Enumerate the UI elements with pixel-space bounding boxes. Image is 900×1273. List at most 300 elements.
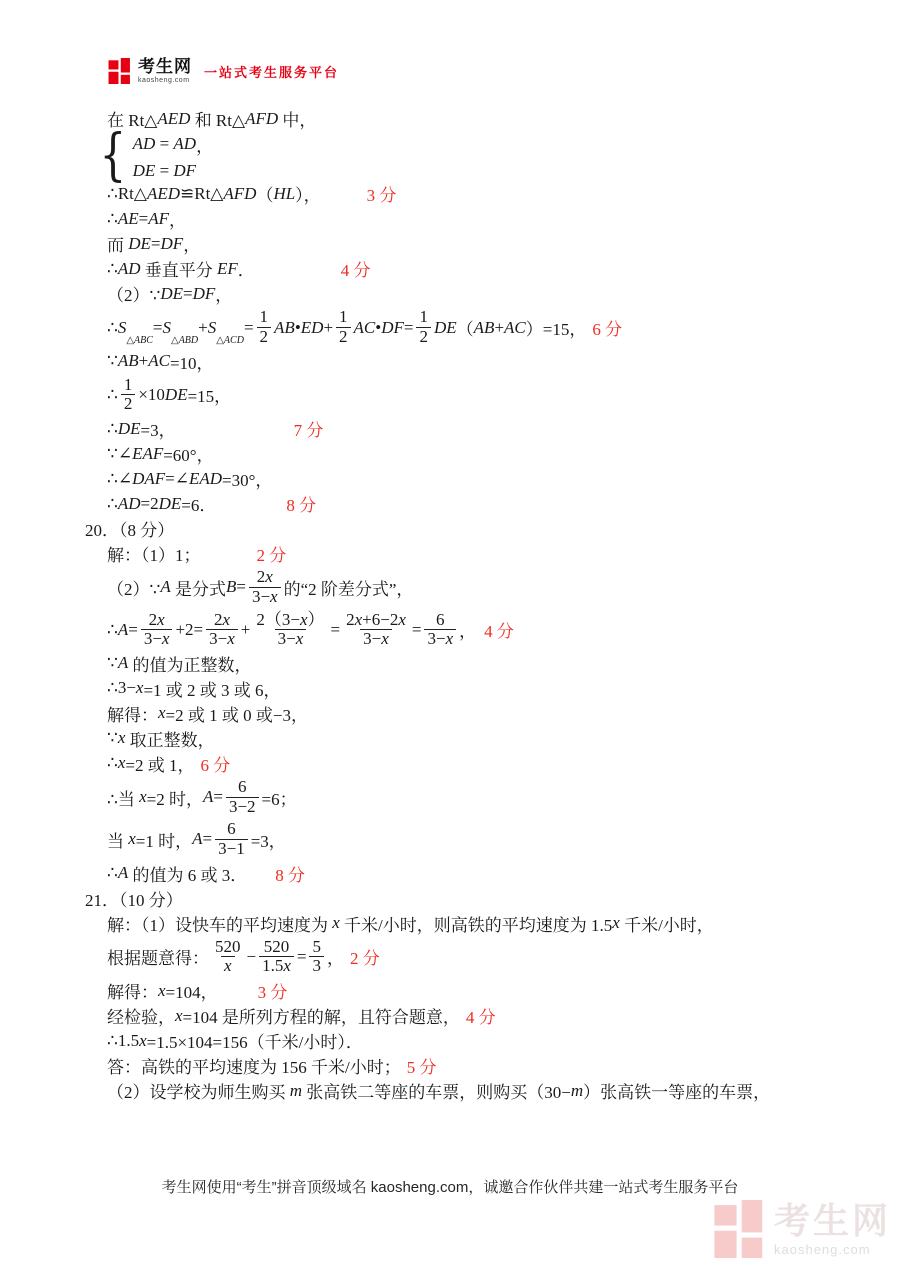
text-run: =2 或 1 或 0 或−3， xyxy=(165,705,308,725)
text-run: =3， xyxy=(250,831,286,851)
content-line xyxy=(85,1078,880,1103)
text-run: = xyxy=(330,619,341,639)
text-run: = xyxy=(138,208,149,228)
content-line xyxy=(85,516,880,541)
score-badge: 4 分 xyxy=(465,1008,496,1028)
math-variable: AC xyxy=(504,317,526,337)
text-run: 是分式 xyxy=(170,579,226,599)
math-variable: DAF xyxy=(132,468,166,488)
text-run: =6． xyxy=(181,496,217,516)
math-variable: AD xyxy=(132,134,156,154)
text-run: 和 Rt△ xyxy=(190,111,246,130)
left-brace: { xyxy=(99,123,127,188)
fraction-numerator xyxy=(121,376,136,395)
watermark-brand: 考生网 xyxy=(774,1199,892,1241)
content-line xyxy=(85,676,880,701)
text-run: （2）∵ xyxy=(107,579,161,599)
text-run: 3− xyxy=(251,586,271,606)
text-run: =2 时， xyxy=(146,789,203,809)
text-run: ∵ xyxy=(107,653,118,673)
text-run: ， xyxy=(459,622,477,642)
content-line xyxy=(85,566,880,608)
math-variable: B xyxy=(225,577,237,597)
math-variable: x xyxy=(175,1005,183,1025)
text-run: 2（3− xyxy=(256,609,300,629)
math-variable: x xyxy=(354,609,363,629)
text-run: ∴ xyxy=(107,753,118,773)
math-variable: DE xyxy=(164,384,188,404)
math-variable: S xyxy=(207,317,217,337)
text-run: ∴3− xyxy=(107,678,136,698)
text-run: = xyxy=(236,577,246,597)
math-variable: AFD xyxy=(245,108,279,128)
score-badge: 6 分 xyxy=(592,320,623,340)
fraction-numerator xyxy=(211,611,233,630)
score-badge: 3 分 xyxy=(366,186,397,206)
text-run: 20．（8 分） xyxy=(85,521,175,541)
text-run: （ xyxy=(256,186,274,206)
text-run: ， xyxy=(168,211,186,231)
kaosheng-watermark xyxy=(714,1200,891,1258)
math-variable: A xyxy=(202,787,214,807)
text-run: ∴ xyxy=(107,418,118,438)
math-variable: A xyxy=(117,653,129,673)
text-run: 2 xyxy=(419,327,428,347)
content-line xyxy=(85,978,880,1003)
fraction-denominator xyxy=(121,394,136,414)
logo-brand xyxy=(138,58,192,84)
kaosheng-logo-icon xyxy=(108,58,132,84)
math-variable: DE xyxy=(117,418,141,438)
fraction-denominator xyxy=(141,629,173,649)
math-variable: x xyxy=(128,829,136,849)
content-line xyxy=(85,491,880,516)
text-run: 6 xyxy=(238,776,247,796)
math-variable: x xyxy=(283,956,291,976)
text-run: ∴∠ xyxy=(107,468,133,488)
fraction-denominator xyxy=(257,327,272,347)
math-variable: x xyxy=(157,609,165,629)
fraction-denominator xyxy=(360,629,392,649)
math-variable: x xyxy=(222,609,230,629)
math-variable: HL xyxy=(273,183,296,203)
text-run: 520 xyxy=(263,936,290,956)
math-variable: A xyxy=(192,829,203,849)
text-run: ∴1.5 xyxy=(107,1030,140,1050)
math-variable: AC xyxy=(353,317,376,337)
math-variable: x xyxy=(332,913,340,933)
math-variable: x xyxy=(139,1030,147,1050)
math-variable: A xyxy=(160,577,171,597)
text-run: =1 或 2 或 3 或 6， xyxy=(143,680,281,700)
fraction-numerator xyxy=(224,820,239,839)
score-badge: 2 分 xyxy=(349,949,380,969)
score-badge: 5 分 xyxy=(406,1058,437,1078)
text-run: （ xyxy=(456,320,474,340)
text-run: 垂直平分 xyxy=(140,261,217,281)
text-run: ）张高铁一等座的车票， xyxy=(583,1083,771,1103)
text-run: = xyxy=(152,317,163,337)
text-run: ∴ xyxy=(107,317,118,337)
text-run: 的值为 6 或 3． xyxy=(128,865,248,885)
text-run: = xyxy=(183,283,193,303)
text-run: = xyxy=(296,946,307,966)
math-variable: S xyxy=(117,317,127,337)
equation-system xyxy=(95,123,214,188)
math-variable: m xyxy=(289,1080,303,1100)
fraction-denominator xyxy=(226,797,259,817)
score-badge: 4 分 xyxy=(484,622,514,642)
math-variable: AB xyxy=(274,317,295,337)
content-line xyxy=(85,206,880,231)
content-line xyxy=(85,1028,880,1053)
content-line xyxy=(85,231,880,256)
fraction-numerator xyxy=(212,938,244,957)
fraction xyxy=(121,376,136,414)
math-variable: x xyxy=(135,678,144,698)
content-line xyxy=(85,651,880,676)
text-run: 2 xyxy=(346,609,355,629)
math-variable: EF xyxy=(217,258,238,278)
text-run: 21．（10 分） xyxy=(85,890,183,910)
equation-system-rows xyxy=(133,132,213,181)
fraction-denominator xyxy=(416,327,431,347)
fraction-denominator xyxy=(336,327,351,347)
math-variable: m xyxy=(570,1080,584,1100)
text-run: 6 xyxy=(227,819,236,839)
text-run: • xyxy=(375,317,382,337)
math-variable: DF xyxy=(173,160,197,180)
math-variable: A xyxy=(117,863,129,883)
text-run: ∵∠ xyxy=(107,443,133,463)
logo-domain: kaosheng.com xyxy=(138,77,190,84)
text-run: 3− xyxy=(209,629,228,649)
text-run: + xyxy=(494,317,505,337)
score-badge: 7 分 xyxy=(293,421,324,441)
text-run: 取正整数， xyxy=(125,730,215,750)
math-variable: AB xyxy=(473,317,495,337)
text-run: 1 xyxy=(339,307,348,327)
math-subscript: △ABC xyxy=(126,334,153,346)
math-variable: DF xyxy=(160,233,184,253)
fraction-numerator xyxy=(261,938,293,957)
equation-system-row xyxy=(133,161,213,181)
text-run: 解得： xyxy=(107,705,158,725)
content-line xyxy=(85,374,880,416)
text-run: = xyxy=(411,619,422,639)
text-run: =15， xyxy=(187,387,232,407)
text-run: 6 xyxy=(436,609,445,629)
kaosheng-logo xyxy=(108,58,339,84)
fraction-numerator xyxy=(146,611,168,630)
content-line xyxy=(85,936,880,978)
fraction-numerator xyxy=(253,611,327,630)
text-run: = xyxy=(150,233,161,253)
text-run: 1 xyxy=(123,374,133,394)
content-line xyxy=(85,106,880,131)
text-run: = xyxy=(155,160,174,180)
text-run: 千米/小时，则高铁的平均速度为 1.5 xyxy=(339,915,613,935)
text-run: 3− xyxy=(277,629,296,649)
text-run: 而 xyxy=(107,236,129,256)
text-run: 5 xyxy=(312,936,321,956)
text-run: ∴ xyxy=(107,208,118,228)
text-run: ， xyxy=(183,236,201,256)
math-variable: x xyxy=(398,609,406,629)
math-variable: AF xyxy=(148,208,169,228)
text-run: ∴ xyxy=(107,863,118,883)
math-variable: AE xyxy=(117,208,139,228)
math-variable: x xyxy=(612,913,620,933)
text-run: =104， xyxy=(165,983,218,1003)
text-run: 3− xyxy=(427,629,446,649)
text-run: ， xyxy=(196,136,214,156)
content-line xyxy=(85,466,880,491)
score-badge: 8 分 xyxy=(275,865,305,885)
text-run: =2 或 1， xyxy=(125,755,195,775)
math-variable: x xyxy=(299,609,308,629)
fraction xyxy=(206,611,238,649)
text-run: ）， xyxy=(295,186,321,206)
content-line xyxy=(85,256,880,281)
fraction xyxy=(424,611,456,649)
text-run: 解得： xyxy=(107,983,158,1003)
text-run: +2= xyxy=(175,619,204,639)
text-run: ） xyxy=(307,609,325,629)
text-run: ≌Rt△ xyxy=(180,183,224,203)
math-subscript: △ABD xyxy=(171,334,199,346)
math-variable: x xyxy=(158,703,166,723)
math-variable: x xyxy=(295,629,304,649)
text-run: 2 xyxy=(123,394,133,414)
fraction xyxy=(336,308,351,346)
math-variable: DE xyxy=(128,233,151,253)
fraction xyxy=(212,938,244,976)
text-run: =6； xyxy=(261,789,297,809)
text-run: =30°， xyxy=(222,471,273,491)
text-run: + xyxy=(240,619,251,639)
fraction-numerator xyxy=(416,308,431,327)
text-run: ． xyxy=(237,261,255,281)
math-variable: DE xyxy=(132,160,156,180)
text-run: • xyxy=(294,317,301,337)
text-run: 2 xyxy=(256,567,266,587)
text-run: = xyxy=(128,619,138,639)
math-variable: ED xyxy=(300,317,324,337)
text-run: 520 xyxy=(215,936,241,956)
content-line xyxy=(85,1053,880,1078)
math-variable: x xyxy=(139,787,147,807)
text-run: 3− xyxy=(143,629,162,649)
fraction xyxy=(253,611,327,649)
content-line xyxy=(85,281,880,306)
text-run: =1 时， xyxy=(135,831,193,851)
text-run: ）=15， xyxy=(525,320,587,340)
fraction-denominator xyxy=(259,956,294,976)
text-run: ∵ xyxy=(107,728,118,748)
text-run: 在 Rt△ xyxy=(107,111,158,130)
fraction xyxy=(309,938,324,976)
logo-tagline: 一站式考生服务平台 xyxy=(204,65,340,80)
watermark-domain: kaosheng.com xyxy=(774,1241,871,1257)
text-run: 3 xyxy=(312,956,321,976)
content-line xyxy=(85,726,880,751)
math-variable: EAD xyxy=(188,468,222,488)
text-run: +6−2 xyxy=(362,609,399,629)
math-variable: x xyxy=(223,956,232,976)
math-variable: DE xyxy=(158,493,182,513)
text-run: =3， xyxy=(140,421,176,441)
content-line xyxy=(85,861,880,886)
math-variable: S xyxy=(162,317,171,337)
text-run: 1 xyxy=(419,307,428,327)
content-line xyxy=(85,701,880,726)
text-run: =60°， xyxy=(163,446,214,466)
fraction-denominator xyxy=(424,629,456,649)
content-line xyxy=(85,441,880,466)
fraction-numerator xyxy=(254,568,276,587)
math-variable: x xyxy=(158,980,166,1000)
fraction-numerator xyxy=(235,778,250,797)
content-line xyxy=(85,349,880,374)
text-run: 3−1 xyxy=(218,838,245,858)
fraction-numerator xyxy=(433,611,448,630)
text-run: ∴ xyxy=(107,619,118,639)
text-run: 解：（1）设快车的平均速度为 xyxy=(107,915,333,935)
fraction xyxy=(259,938,294,976)
text-run: =104 是所列方程的解，且符合题意， xyxy=(182,1008,460,1028)
text-run: 2 xyxy=(148,609,158,629)
fraction xyxy=(215,820,248,858)
text-run: 3−2 xyxy=(228,796,256,816)
content-line xyxy=(85,751,880,776)
text-run: 答：高铁的平均速度为 156 千米/小时； xyxy=(107,1058,401,1078)
math-variable: AED xyxy=(157,108,191,128)
fraction xyxy=(141,611,173,649)
content-line xyxy=(85,181,880,206)
text-run: + xyxy=(323,317,334,337)
score-badge: 2 分 xyxy=(256,546,287,566)
text-run: 3− xyxy=(363,629,382,649)
text-run: 2 xyxy=(259,327,269,347)
fraction xyxy=(257,308,272,346)
text-run: − xyxy=(246,946,257,966)
math-variable: DE xyxy=(433,317,457,337)
math-subscript: △ACD xyxy=(216,334,244,346)
text-run: ∴当 xyxy=(107,789,140,809)
fraction-denominator xyxy=(206,629,238,649)
fraction-denominator xyxy=(275,629,307,649)
text-run: ∵ xyxy=(107,351,118,371)
text-run: + xyxy=(138,351,149,371)
math-variable: x xyxy=(270,586,278,606)
text-run: =1.5×104=156（千米/小时）． xyxy=(146,1033,363,1053)
text-run: =2 xyxy=(140,493,159,513)
score-badge: 4 分 xyxy=(340,261,371,281)
text-run: 千米/小时， xyxy=(619,915,714,935)
content-line xyxy=(85,541,880,566)
fraction-denominator xyxy=(249,587,281,607)
text-run: 的值为正整数， xyxy=(128,655,252,675)
text-run: ， xyxy=(326,949,344,969)
content-line xyxy=(85,416,880,441)
text-run: 的“2 阶差分式”， xyxy=(283,579,414,599)
footer-text: 考生网使用“考生”拼音顶级域名 kaosheng.com，诚邀合作伙伴共建一站式考生服务平台 xyxy=(161,1179,739,1196)
math-variable: AD xyxy=(173,134,197,154)
fraction-denominator xyxy=(215,839,248,859)
content-line xyxy=(85,911,880,936)
math-variable: AED xyxy=(146,183,180,203)
fraction-numerator xyxy=(343,611,409,630)
math-variable: DF xyxy=(381,317,404,337)
math-variable: EAF xyxy=(132,443,164,463)
text-run: 经检验， xyxy=(107,1008,175,1028)
text-run: 根据题意得： xyxy=(107,949,209,969)
score-badge: 8 分 xyxy=(286,496,317,516)
text-run: = xyxy=(202,829,213,849)
content-line xyxy=(85,776,880,818)
text-run: 张高铁二等座的车票，则购买（30− xyxy=(302,1083,571,1103)
fraction-numerator xyxy=(309,938,324,957)
equation-system-row xyxy=(133,132,213,157)
math-variable: AB xyxy=(117,351,139,371)
math-variable: AD xyxy=(117,258,141,278)
watermark-text xyxy=(774,1199,892,1257)
text-run: ， xyxy=(215,286,233,306)
text-run: 2 xyxy=(339,327,348,347)
text-run: 当 xyxy=(107,831,129,851)
fraction xyxy=(226,778,259,816)
score-badge: 3 分 xyxy=(257,983,288,1003)
solution-content xyxy=(85,106,880,1103)
math-variable: x xyxy=(117,753,126,773)
text-run: ∴Rt△ xyxy=(107,183,147,203)
fraction-numerator xyxy=(336,308,351,327)
text-run: + xyxy=(198,317,208,337)
content-line xyxy=(85,818,880,860)
content-line xyxy=(85,609,880,651)
text-run: ∴ xyxy=(107,384,118,404)
fraction-denominator xyxy=(309,956,324,976)
text-run: 1 xyxy=(259,307,269,327)
text-run: 解：（1）1； xyxy=(107,546,201,566)
math-variable: DF xyxy=(192,283,216,303)
math-variable: AD xyxy=(117,493,141,513)
fraction xyxy=(416,308,431,346)
score-badge: 6 分 xyxy=(200,755,231,775)
text-run: （2）∵ xyxy=(107,286,161,306)
text-run: 2 xyxy=(213,609,223,629)
math-variable: AFD xyxy=(223,183,257,203)
text-run: ∴ xyxy=(107,493,118,513)
fraction xyxy=(343,611,409,649)
text-run: 1.5 xyxy=(262,956,284,976)
text-run: = xyxy=(243,317,254,337)
text-run: =∠ xyxy=(165,468,189,488)
math-variable: AC xyxy=(148,351,170,371)
kaosheng-watermark-icon xyxy=(714,1200,766,1258)
math-variable: x xyxy=(445,629,454,649)
fraction-denominator xyxy=(221,956,235,976)
math-variable: DE xyxy=(160,283,183,303)
math-variable: x xyxy=(381,629,389,649)
content-line xyxy=(85,886,880,911)
math-variable: x xyxy=(227,629,235,649)
text-run: = xyxy=(155,134,174,154)
text-run: （2）设学校为师生购买 xyxy=(107,1083,290,1103)
text-run: = xyxy=(403,317,414,337)
math-variable: x xyxy=(117,728,126,748)
